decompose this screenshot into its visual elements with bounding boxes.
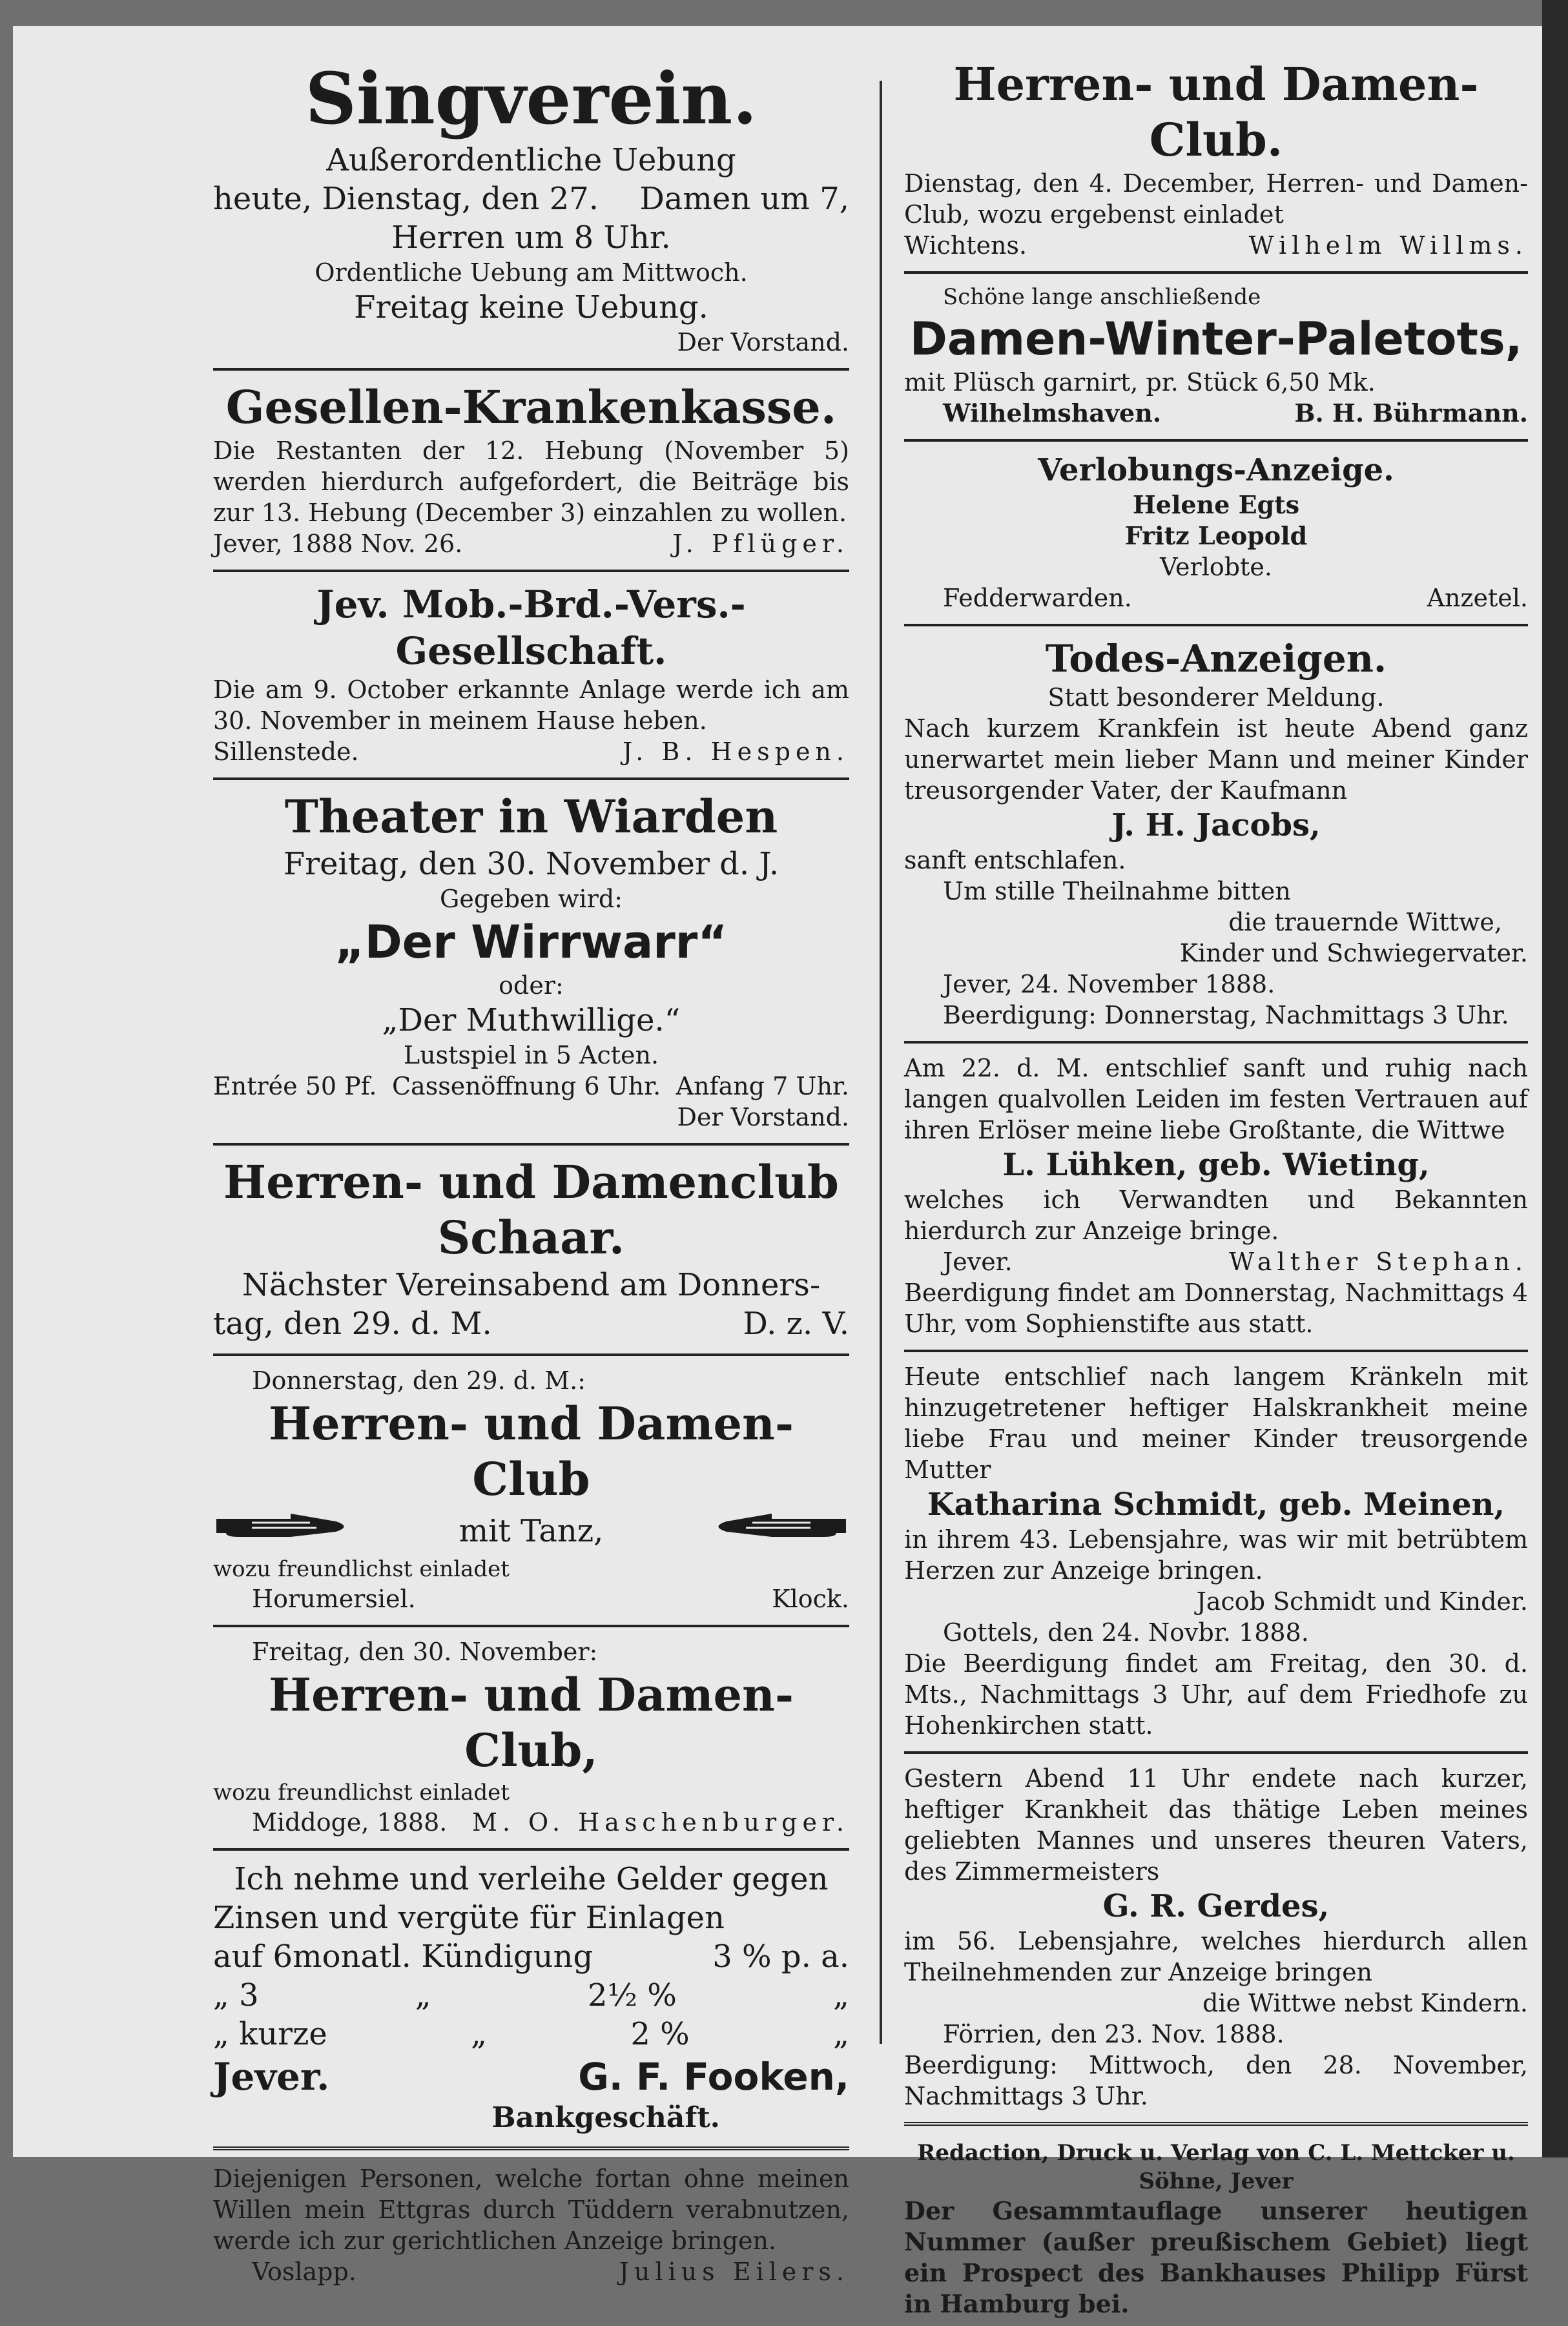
todes-text: Nach kurzem Krankfein ist heute Abend ganz unerwartet mein lieber Mann und meiner Kinder treusorgender Vater, der Kaufmann xyxy=(904,714,1528,805)
gerdes-signature: die Wittwe nebst Kindern. xyxy=(1202,1989,1528,2017)
verlobung-name1: Helene Egts xyxy=(1132,490,1300,519)
fooken-name-row xyxy=(213,2053,849,2100)
luehken-text2: welches ich Verwandten und Bekannten hierdurch zur Anzeige bringe. xyxy=(904,1186,1528,1245)
fooken-place: Jever. xyxy=(213,2055,330,2099)
theater-kasse: Cassenöffnung 6 Uhr. xyxy=(391,1072,661,1100)
horumersiel-place: Horumersiel. xyxy=(252,1585,416,1613)
fooken-r1a: auf 6monatl. Kündigung xyxy=(213,1939,593,1975)
fooken-r3c: 2 % xyxy=(630,2016,690,2052)
divider xyxy=(904,624,1528,626)
ad-schaar xyxy=(213,1149,849,1350)
ad-gerdes xyxy=(904,1758,1528,2118)
ad-schmidt xyxy=(904,1356,1528,1747)
gerdes-funeral: Beerdigung: Mittwoch, den 28. November, Nachmittags 3 Uhr. xyxy=(904,2051,1528,2110)
todes-sub: Statt besonderer Meldung. xyxy=(1047,683,1385,712)
luehken-footer xyxy=(904,1246,1528,1277)
gesellen-text: Die Restanten der 12. Hebung (November 5) werden hierdurch aufgefordert, die Beiträge bis zur 13. Hebung (December 3) einzahlen zu wollen. xyxy=(213,437,849,527)
horumersiel-invite: wozu freundlichst einladet xyxy=(213,1556,510,1582)
theater-info xyxy=(213,1071,849,1102)
ad-eilers xyxy=(213,2158,849,2294)
theater-entree: Entrée 50 Pf. xyxy=(213,1072,377,1100)
divider xyxy=(904,1751,1528,1754)
theater-title: Theater in Wiarden xyxy=(284,790,778,843)
divider xyxy=(904,1041,1528,1044)
divider xyxy=(213,570,849,572)
horumersiel-signature: Klock. xyxy=(772,1585,849,1613)
ad-verlobung xyxy=(904,446,1528,620)
gesellen-title: Gesellen-Krankenkasse. xyxy=(225,380,837,434)
ad-club-wichtens xyxy=(904,52,1528,267)
theater-anfang: Anfang 7 Uhr. xyxy=(676,1072,849,1100)
luehken-place: Jever. xyxy=(943,1248,1013,1276)
fooken-r2a: „ 3 xyxy=(213,1977,259,2013)
double-divider xyxy=(904,2122,1528,2130)
club-place: Wichtens. xyxy=(904,231,1027,260)
schaar-title1: Herren- und Damenclub xyxy=(223,1155,839,1209)
horumersiel-tanz: mit Tanz, xyxy=(459,1513,604,1549)
book-binding xyxy=(1542,0,1568,2157)
gesellen-footer xyxy=(213,528,849,559)
schmidt-text: Heute entschlief nach langem Kränkeln mit hinzugetretener heftiger Halskrankheit meine liebe Frau und meiner Kinder treusorgende Mutter xyxy=(904,1363,1528,1484)
divider xyxy=(213,1625,849,1627)
singverein-line2 xyxy=(213,180,849,218)
fooken-r3a: „ kurze xyxy=(213,2016,327,2052)
ad-theater xyxy=(213,784,849,1139)
jev-mob-footer xyxy=(213,736,849,767)
ad-horumersiel xyxy=(213,1360,849,1621)
right-column xyxy=(904,52,1528,2318)
divider xyxy=(213,1848,849,1851)
singverein-line5: Freitag keine Uebung. xyxy=(354,289,708,325)
theater-date: Freitag, den 30. November d. J. xyxy=(283,846,779,882)
luehken-funeral: Beerdigung findet am Donnerstag, Nachmittags 4 Uhr, vom Sophienstifte aus statt. xyxy=(904,1279,1528,1338)
ad-todes-jacobs xyxy=(904,630,1528,1037)
middoge-place: Middoge, 1888. xyxy=(252,1808,448,1837)
verlobung-place2: Anzetel. xyxy=(1427,584,1528,612)
todes-funeral: Beerdigung: Donnerstag, Nachmittags 3 Uhr. xyxy=(943,1001,1509,1029)
club-footer xyxy=(904,230,1528,261)
divider xyxy=(904,439,1528,442)
horumersiel-title: Herren- und Damen-Club xyxy=(269,1397,794,1506)
schmidt-signature: Jacob Schmidt und Kinder. xyxy=(1196,1587,1528,1616)
middoge-footer xyxy=(213,1807,849,1838)
verlobung-name2: Fritz Leopold xyxy=(1124,521,1308,550)
luehken-text: Am 22. d. M. entschlief sanft und ruhig nach langen qualvollen Leiden im festen Vertrauen auf ihren Erlöser meine liebe Großtante, die Wittwe xyxy=(904,1054,1528,1144)
pointing-hand-left-icon xyxy=(707,1507,849,1555)
fooken-name: G. F. Fooken, xyxy=(578,2055,849,2099)
singverein-line3: Herren um 8 Uhr. xyxy=(391,220,671,256)
verlobung-place1: Fedderwarden. xyxy=(943,584,1132,612)
double-divider xyxy=(213,2146,849,2154)
ad-middoge xyxy=(213,1631,849,1844)
paletots-footer xyxy=(904,398,1528,429)
singverein-line2b: Damen um 7, xyxy=(639,181,849,217)
todes-line4: Kinder und Schwiegervater. xyxy=(1179,939,1528,967)
singverein-line1: Außerordentliche Uebung xyxy=(326,142,736,178)
todes-line2: Um stille Theilnahme bitten xyxy=(943,877,1291,905)
eilers-place: Voslapp. xyxy=(252,2258,356,2286)
divider xyxy=(213,1143,849,1146)
column-divider xyxy=(880,81,882,2044)
paletots-intro: Schöne lange anschließende xyxy=(943,284,1261,310)
gerdes-place: Förrien, den 23. Nov. 1888. xyxy=(943,2020,1284,2048)
jev-mob-title: Jev. Mob.-Brd.-Vers.-Gesellschaft. xyxy=(316,582,746,673)
schaar-line2a: tag, den 29. d. M. xyxy=(213,1306,492,1342)
verlobung-title: Verlobungs-Anzeige. xyxy=(1038,452,1394,488)
middoge-invite: wozu freundlichst einladet xyxy=(213,1780,510,1806)
schaar-line1: Nächster Vereinsabend am Donners- xyxy=(242,1267,821,1303)
divider xyxy=(213,777,849,780)
schmidt-text2: in ihrem 43. Lebensjahre, was wir mit betrübtem Herzen zur Anzeige bringen. xyxy=(904,1525,1528,1585)
schmidt-funeral: Die Beerdigung findet am Freitag, den 30. d. Mts., Nachmittags 3 Uhr, auf dem Friedhofe zu Hohenkirchen statt. xyxy=(904,1649,1528,1740)
fooken-line1: Ich nehme und verleihe Gelder gegen xyxy=(234,1861,829,1897)
gerdes-text2: im 56. Lebensjahre, welches hierdurch allen Theilnehmenden zur Anzeige bringen xyxy=(904,1927,1528,1986)
singverein-title: Singverein. xyxy=(305,57,758,140)
fooken-r1b: 3 % p. a. xyxy=(712,1939,849,1975)
middoge-title: Herren- und Damen-Club, xyxy=(269,1668,794,1777)
todes-line1: sanft entschlafen. xyxy=(904,846,1126,874)
jev-mob-place: Sillenstede. xyxy=(213,737,359,766)
fooken-r2d: „ xyxy=(833,1977,849,2013)
fooken-line2: Zinsen und vergüte für Einlagen xyxy=(213,1900,725,1936)
fooken-rate-row-2 xyxy=(213,1976,849,2015)
paletots-place: Wilhelmshaven. xyxy=(943,398,1162,427)
theater-signature: Der Vorstand. xyxy=(677,1103,849,1131)
ad-jev-mob xyxy=(213,576,849,774)
eilers-text: Diejenigen Personen, welche fortan ohne meinen Willen mein Ettgras durch Tüddern verabnutzen, werde ich zur gerichtlichen Anzeige bringen. xyxy=(213,2165,849,2255)
theater-oder: oder: xyxy=(499,971,564,1000)
paletots-signature: B. H. Bührmann. xyxy=(1294,398,1528,427)
footer-notice: Der Gesammtauflage unserer heutigen Nummer (außer preußischem Gebiet) liegt ein Prospect des Bankhauses Philipp Fürst in Hamburg bei. xyxy=(904,2196,1528,2318)
left-column xyxy=(213,52,849,2286)
todes-name: J. H. Jacobs, xyxy=(1111,807,1321,843)
singverein-line2a: heute, Dienstag, den 27. xyxy=(213,181,599,217)
ad-singverein xyxy=(213,52,849,364)
schmidt-place: Gottels, den 24. Novbr. 1888. xyxy=(943,1618,1309,1647)
singverein-signature: Der Vorstand. xyxy=(677,328,849,356)
todes-line3: die trauernde Wittwe, xyxy=(1228,908,1502,936)
fooken-r2b: „ xyxy=(415,1977,431,2013)
theater-genre: Lustspiel in 5 Acten. xyxy=(403,1041,659,1069)
jev-mob-signature: J. B. Hespen. xyxy=(622,737,849,766)
todes-place: Jever, 24. November 1888. xyxy=(943,970,1275,998)
ad-paletots xyxy=(904,278,1528,435)
gerdes-text: Gestern Abend 11 Uhr endete nach kurzer, heftiger Krankheit das thätige Leben meines geliebten Mannes und unseres theuren Vaters, des Zimmermeisters xyxy=(904,1764,1528,1886)
fooken-r3b: „ xyxy=(471,2016,487,2052)
divider xyxy=(904,1350,1528,1352)
divider xyxy=(213,1353,849,1356)
middoge-signature: M. O. Haschenburger. xyxy=(471,1808,849,1837)
theater-subtitle: „Der Muthwillige.“ xyxy=(382,1002,681,1038)
club-title: Herren- und Damen-Club. xyxy=(953,57,1479,167)
ad-gesellen xyxy=(213,375,849,566)
fooken-r3d: „ xyxy=(833,2016,849,2052)
fooken-rate-row-3 xyxy=(213,2015,849,2053)
middoge-date: Freitag, den 30. November: xyxy=(252,1638,598,1666)
club-signature: Wilhelm Willms. xyxy=(1248,231,1528,260)
gesellen-place: Jever, 1888 Nov. 26. xyxy=(213,530,463,558)
schaar-line2 xyxy=(213,1304,849,1343)
footer-imprint: Redaction, Druck u. Verlag von C. L. Mettcker u. Söhne, Jever xyxy=(917,2140,1515,2194)
club-text: Dienstag, den 4. December, Herren- und Damen-Club, wozu ergebenst einladet xyxy=(904,169,1528,229)
ad-luehken xyxy=(904,1047,1528,1346)
gerdes-name: G. R. Gerdes, xyxy=(1102,1888,1330,1924)
theater-given: Gegeben wird: xyxy=(440,885,623,913)
theater-play: „Der Wirrwarr“ xyxy=(335,916,728,969)
singverein-line4: Ordentliche Uebung am Mittwoch. xyxy=(315,258,748,287)
paletots-title: Damen-Winter-Paletots, xyxy=(909,313,1523,365)
todes-title: Todes-Anzeigen. xyxy=(1045,637,1387,681)
eilers-footer xyxy=(213,2256,849,2287)
ad-fooken xyxy=(213,1855,849,2143)
verlobung-footer xyxy=(904,582,1528,613)
footer-section xyxy=(904,2134,1528,2326)
pointing-hand-right-icon xyxy=(213,1507,355,1555)
luehken-signature: Walther Stephan. xyxy=(1229,1248,1528,1276)
horumersiel-tanz-row xyxy=(213,1507,849,1555)
fooken-r2c: 2½ % xyxy=(587,1977,677,2013)
schaar-title2: Schaar. xyxy=(437,1211,625,1264)
schaar-line2b: D. z. V. xyxy=(743,1306,849,1342)
divider xyxy=(213,368,849,371)
luehken-name: L. Lühken, geb. Wieting, xyxy=(1002,1147,1430,1183)
horumersiel-footer xyxy=(213,1583,849,1614)
eilers-signature: Julius Eilers. xyxy=(619,2258,849,2286)
divider xyxy=(904,271,1528,274)
gesellen-signature: J. Pflüger. xyxy=(672,530,849,558)
verlobung-verlobte: Verlobte. xyxy=(1160,553,1272,581)
jev-mob-text: Die am 9. October erkannte Anlage werde ich am 30. November in meinem Hause heben. xyxy=(213,675,849,735)
horumersiel-date: Donnerstag, den 29. d. M.: xyxy=(252,1366,586,1395)
paletots-text: mit Plüsch garnirt, pr. Stück 6,50 Mk. xyxy=(904,368,1376,396)
fooken-business: Bankgeschäft. xyxy=(491,2101,720,2134)
fooken-rate-row-1 xyxy=(213,1937,849,1976)
schmidt-name: Katharina Schmidt, geb. Meinen, xyxy=(927,1487,1505,1523)
